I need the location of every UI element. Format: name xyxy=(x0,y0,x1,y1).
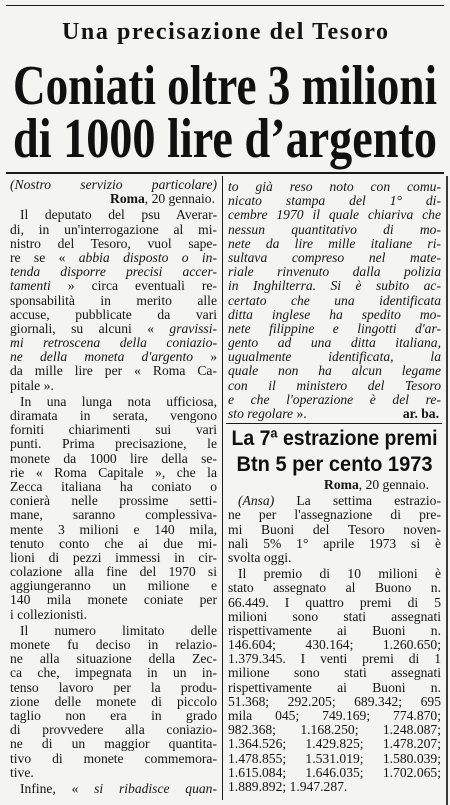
second-article-headline xyxy=(228,425,441,477)
text-line xyxy=(10,437,217,451)
text-run: 140 mila monete coniate per xyxy=(10,592,217,608)
text-run: Zecca italiana ha coniato o xyxy=(10,478,217,494)
text-line xyxy=(228,666,441,680)
text-run: quale non ha alcun legame xyxy=(228,363,441,379)
text-line xyxy=(228,596,441,610)
text-line xyxy=(10,322,217,336)
dateline-date: , 20 gennaio. xyxy=(144,191,215,207)
text-line xyxy=(10,265,217,279)
text-line xyxy=(228,194,441,208)
text-run: nete da lire mille italiane ri- xyxy=(228,235,441,251)
text-run: In una lunga nota ufficiosa, xyxy=(20,393,217,409)
text-run: con il ministero del Tesoro xyxy=(228,377,441,393)
text-line xyxy=(228,494,441,508)
text-run: rispettivamente ai Buoni n. xyxy=(228,622,441,638)
text-run: 1.379.345. I venti premi di 1 xyxy=(228,651,441,667)
text-run: tive. xyxy=(10,764,34,780)
second-article-body xyxy=(228,494,441,794)
text-line xyxy=(10,537,217,551)
text-run: ugualmente identificata, la xyxy=(228,349,441,365)
text-line xyxy=(10,494,217,508)
text-run: mi retroscena della coniazio- xyxy=(10,335,217,351)
text-line xyxy=(228,508,441,522)
text-line xyxy=(10,237,217,251)
second-headline-line-1: La 7ª estrazione premi xyxy=(231,427,438,450)
text-run: milioni sono stati assegnati xyxy=(228,608,441,624)
top-rule xyxy=(6,5,444,6)
text-run: e che l'operazione è del re- xyxy=(228,391,441,407)
text-run: » circa eventuali re- xyxy=(50,278,217,294)
text-line xyxy=(10,752,217,766)
text-run: sponsabilità in merito alle xyxy=(10,292,217,308)
text-run: forniti chiarimenti sui vari xyxy=(10,422,217,438)
text-run: di, in un'interrogazione al mi- xyxy=(10,221,217,237)
text-line xyxy=(10,695,217,709)
text-line xyxy=(10,208,217,222)
text-run: taglio non era in grado xyxy=(10,707,217,723)
text-line xyxy=(228,537,441,551)
text-line xyxy=(228,223,441,237)
text-line xyxy=(10,624,217,638)
text-line xyxy=(228,695,441,709)
text-line xyxy=(10,452,217,466)
text-line xyxy=(228,709,441,723)
text-run: diramata in serata, vengono xyxy=(10,408,217,423)
article-body-right xyxy=(228,180,441,421)
text-line xyxy=(228,567,441,581)
text-run: colazione alla fine del 1970 si xyxy=(10,564,217,580)
text-run: 1.478.855; 1.531.019; 1.580.039; xyxy=(228,750,441,766)
text-line xyxy=(228,279,441,293)
text-run: accuse, pubblicate da vari xyxy=(10,306,217,322)
text-run: lioni di pezzi immessi in cir- xyxy=(10,549,217,565)
dateline xyxy=(10,192,217,206)
text-run: mente 3 milioni e 140 mila, xyxy=(10,521,217,537)
text-line xyxy=(10,223,217,237)
column-divider xyxy=(222,176,223,800)
second-dateline-date: , 20 gennaio. xyxy=(358,477,429,492)
text-line xyxy=(10,294,217,308)
text-run: 51.368; 292.205; 689.342; 695 xyxy=(228,693,441,709)
text-run: conierà nelle prossime setti- xyxy=(10,493,217,509)
text-line xyxy=(228,350,441,364)
text-run: nali 5% 1° aprile 1973 si è xyxy=(228,535,441,551)
text-line xyxy=(228,780,441,794)
text-line xyxy=(228,180,441,194)
text-run: ca che, impegnata in un in- xyxy=(10,665,217,681)
text-line xyxy=(10,766,217,780)
paragraph xyxy=(228,180,441,421)
text-line xyxy=(228,752,441,766)
text-line xyxy=(228,737,441,751)
text-run: gento ad una ditta italiana, xyxy=(228,335,441,351)
text-run: re se « xyxy=(10,249,79,265)
kicker xyxy=(0,12,450,48)
text-run: di provvedere alla coniazio- xyxy=(10,722,217,738)
text-line xyxy=(228,322,441,336)
text-line xyxy=(228,379,441,393)
text-run: mi Buoni del Tesoro noven- xyxy=(228,521,441,537)
text-run: riale rinvenuto dalla polizia xyxy=(228,264,441,280)
text-line xyxy=(228,251,441,265)
text-run: (Ansa) xyxy=(238,493,275,509)
text-run: ne per l'assegnazione di pre- xyxy=(228,507,441,523)
main-headline xyxy=(8,52,442,170)
text-run: ditta inglese ha spedito mo- xyxy=(228,306,441,322)
text-line xyxy=(228,336,441,350)
text-line xyxy=(10,251,217,265)
text-line xyxy=(10,638,217,652)
text-line xyxy=(10,723,217,737)
left-column xyxy=(10,178,217,796)
text-run: stato assegnato al Buono n. xyxy=(228,580,441,596)
text-run: certato che una identificata xyxy=(228,292,441,308)
text-line xyxy=(10,423,217,437)
text-run: Infine, « xyxy=(20,780,95,796)
text-line xyxy=(228,610,441,624)
text-run: mila 045; 749.169; 774.870; xyxy=(228,708,441,723)
text-line xyxy=(228,681,441,695)
text-line xyxy=(10,608,217,622)
text-run: 1.364.526; 1.429.825; 1.478.207; xyxy=(228,736,441,752)
text-line xyxy=(228,652,441,666)
kicker-text: Una precisazione del Tesoro xyxy=(62,19,388,45)
text-run: punti. Prima precisazione, le xyxy=(10,436,217,452)
text-run: » xyxy=(193,349,217,365)
dateline-city: Roma xyxy=(110,191,145,207)
text-line xyxy=(10,523,217,537)
text-line xyxy=(228,624,441,638)
text-run: tivo di monete commemora- xyxy=(10,750,217,766)
text-line xyxy=(228,237,441,251)
text-run: La settima estrazio- xyxy=(274,493,441,509)
text-run: nistro del Tesoro, vuol sape- xyxy=(10,235,217,251)
text-run: 1.889.892; 1.947.287. xyxy=(228,778,348,794)
text-line xyxy=(228,294,441,308)
paragraph xyxy=(10,208,217,392)
paragraph xyxy=(10,782,217,796)
text-line xyxy=(228,523,441,537)
text-run: to già reso noto con comu- xyxy=(228,179,441,194)
text-run: nessun quantitativo di mo- xyxy=(228,221,441,237)
text-line xyxy=(10,364,217,378)
text-line xyxy=(10,379,217,393)
text-line xyxy=(10,508,217,522)
text-run: Il numero limitato delle xyxy=(20,622,217,638)
text-run: tenuto conto che ai due mi- xyxy=(10,535,217,551)
text-line xyxy=(228,551,441,565)
second-article-rule xyxy=(226,423,442,424)
text-line xyxy=(228,766,441,780)
text-line xyxy=(228,723,441,737)
text-run: tamenti xyxy=(10,278,51,294)
text-run: tenda disporre precisi accer- xyxy=(10,264,217,280)
text-line xyxy=(10,350,217,364)
text-run: Il deputato del psu Averar- xyxy=(20,207,217,223)
text-run: nete filippine e lingotti d'ar- xyxy=(228,320,441,336)
text-run: i collezionisti. xyxy=(10,606,88,622)
text-line xyxy=(228,581,441,595)
text-line xyxy=(228,638,441,652)
text-line xyxy=(10,782,217,796)
text-line xyxy=(228,265,441,279)
paragraph xyxy=(228,494,441,565)
second-headline-line-2: Btn 5 per cento 1973 xyxy=(236,453,433,476)
text-line xyxy=(228,364,441,378)
paragraph xyxy=(10,395,217,622)
text-run: aggiungeranno un milione e xyxy=(10,578,217,594)
text-run: pitale ». xyxy=(10,377,54,393)
text-run: sultava compreso nel mate- xyxy=(228,249,441,265)
text-run: rispettivamente ai Buoni n. xyxy=(228,679,441,695)
text-line xyxy=(10,336,217,350)
text-run: giornali, su alcuni « xyxy=(10,320,170,336)
text-run: zione delle monete di piccolo xyxy=(10,693,217,709)
headline-line-1: Coniati oltre 3 milioni xyxy=(13,55,437,117)
text-run: monete fu deciso in relazio- xyxy=(10,637,217,652)
text-run: si ribadisce quan- xyxy=(94,780,217,796)
text-line xyxy=(10,709,217,723)
text-run: gravissi- xyxy=(169,320,217,336)
text-run: ne della moneta d'argento xyxy=(10,349,194,365)
text-line xyxy=(10,409,217,423)
text-run: 66.449. I quattro premi di 5 xyxy=(228,594,441,610)
text-line xyxy=(10,308,217,322)
text-run: 982.368; 1.168.250; 1.248.087; xyxy=(228,722,441,738)
second-dateline xyxy=(228,478,441,492)
text-line xyxy=(10,652,217,666)
text-run: 146.604; 430.164; 1.260.650; xyxy=(228,637,441,653)
text-line xyxy=(10,737,217,751)
text-run: sto regolare xyxy=(228,406,294,421)
text-line xyxy=(10,681,217,695)
text-line xyxy=(10,466,217,480)
text-line xyxy=(10,565,217,579)
headline-line-2: di 1000 lire d’argento xyxy=(13,108,437,170)
text-run: rie « Roma Capitale », che la xyxy=(10,464,217,480)
article-body-left xyxy=(10,208,217,796)
text-line xyxy=(10,551,217,565)
text-line xyxy=(10,593,217,607)
text-run: abbia disposto o in- xyxy=(78,249,217,265)
text-run: ne di un maggior quantita- xyxy=(10,736,217,752)
text-line xyxy=(10,279,217,293)
paragraph xyxy=(10,624,217,780)
text-line xyxy=(10,579,217,593)
text-run: nicato stampa del 1° di- xyxy=(228,193,441,209)
right-column-continuation xyxy=(228,178,441,421)
text-run: milione sono stati assegnati xyxy=(228,665,441,681)
second-dateline-city: Roma xyxy=(324,477,359,492)
text-line xyxy=(10,666,217,680)
text-run: 1.615.084; 1.646.035; 1.702.065; xyxy=(228,764,441,780)
second-article xyxy=(228,478,441,794)
headline-rule xyxy=(6,172,444,174)
text-run: cembre 1970 il quale chiariva che xyxy=(228,207,441,223)
text-line xyxy=(228,308,441,322)
text-run: mane, saranno complessiva- xyxy=(10,507,217,523)
text-run: Il premio di 10 milioni è xyxy=(238,566,441,582)
text-run: monete da 1000 lire della se- xyxy=(10,450,217,466)
text-run: svolta oggi. xyxy=(228,549,292,565)
text-line xyxy=(10,480,217,494)
paragraph xyxy=(228,567,441,794)
text-line xyxy=(10,395,217,409)
text-run: da mille lire per « Roma Ca- xyxy=(10,363,217,379)
text-run: tenso lavoro per la produ- xyxy=(10,679,217,695)
service-note: (Nostro servizio particolare) xyxy=(10,177,217,192)
text-line xyxy=(228,393,441,407)
text-run: in Inghilterra. Si è subito ac- xyxy=(228,278,441,294)
text-line xyxy=(228,208,441,222)
text-run: ne alla situazione della Zec- xyxy=(10,651,217,667)
author-signature: ar. ba. xyxy=(402,406,439,421)
text-run: ». xyxy=(293,406,307,421)
page-edge-rule xyxy=(446,176,448,805)
